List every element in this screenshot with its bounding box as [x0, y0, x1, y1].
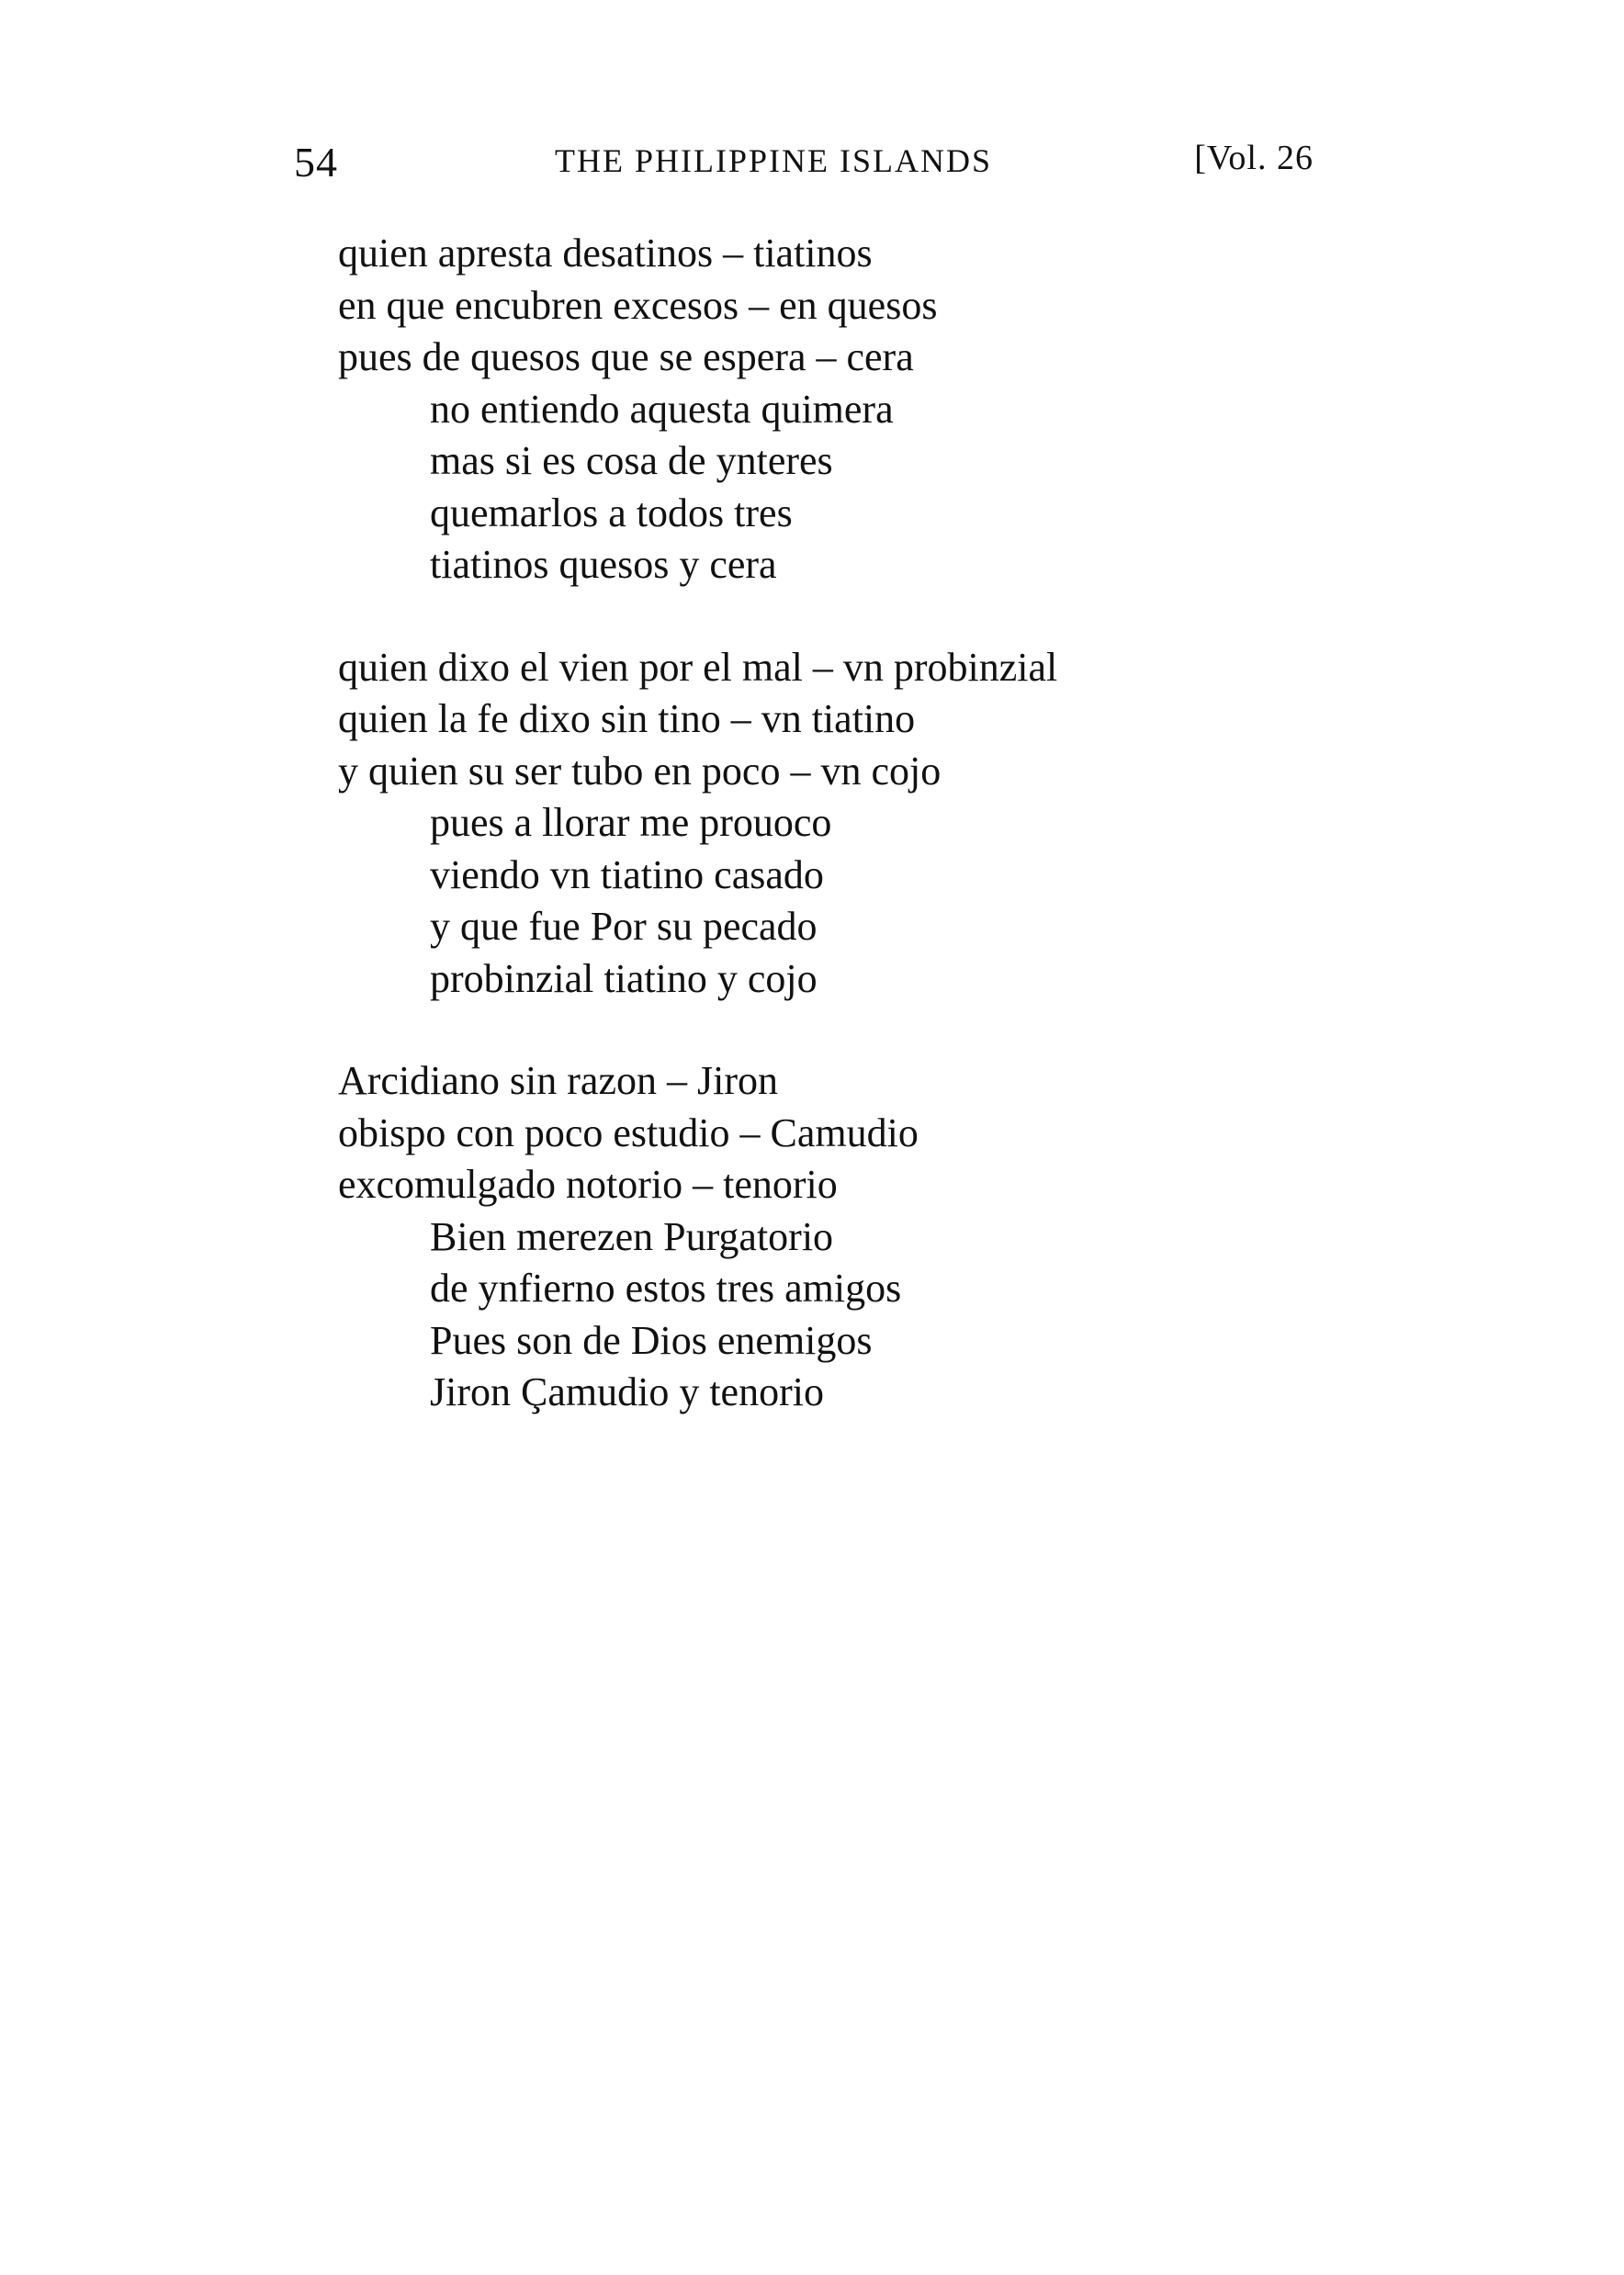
poem-line: en que encubren excesos – en quesos: [338, 282, 938, 328]
poem-line: tiatinos quesos y cera: [430, 542, 777, 587]
poem-line: quien dixo el vien por el mal – vn probinzial: [338, 644, 1058, 690]
poem-line: viendo vn tiatino casado: [430, 851, 824, 897]
poem-line: y quien su ser tubo en poco – vn cojo: [338, 748, 942, 794]
poem-line: no entiendo aquesta quimera: [430, 386, 894, 432]
poem-line: Pues son de Dios enemigos: [430, 1317, 873, 1363]
stanza: [338, 642, 1348, 1006]
poem-line: de ynfierno estos tres amigos: [430, 1266, 902, 1311]
poem-line: quien la fe dixo sin tino – vn tiatino: [338, 696, 916, 741]
poem-line: quien apresta desatinos – tiatinos: [338, 231, 873, 276]
page-number: 54: [294, 139, 338, 186]
poem-line: obispo con poco estudio – Camudio: [338, 1109, 919, 1155]
running-head: [294, 138, 1314, 193]
poem-line: y que fue Por su pecado: [430, 904, 818, 949]
stanza: [338, 228, 1348, 591]
poem: [338, 228, 1348, 1470]
volume-label: [Vol. 26: [1194, 139, 1314, 177]
poem-line: mas si es cosa de ynteres: [430, 438, 833, 483]
poem-line: probinzial tiatino y cojo: [430, 955, 818, 1001]
poem-line: pues de quesos que se espera – cera: [338, 334, 914, 379]
poem-line: Bien merezen Purgatorio: [430, 1213, 834, 1259]
poem-line: pues a llorar me prouoco: [430, 800, 832, 845]
poem-line: Arcidiano sin razon – Jiron: [338, 1058, 778, 1103]
stanza: [338, 1055, 1348, 1419]
poem-line: quemarlos a todos tres: [430, 490, 793, 535]
poem-line: excomulgado notorio – tenorio: [338, 1162, 838, 1207]
poem-line: Jiron Çamudio y tenorio: [430, 1369, 824, 1414]
running-title: THE PHILIPPINE ISLANDS: [555, 142, 992, 179]
